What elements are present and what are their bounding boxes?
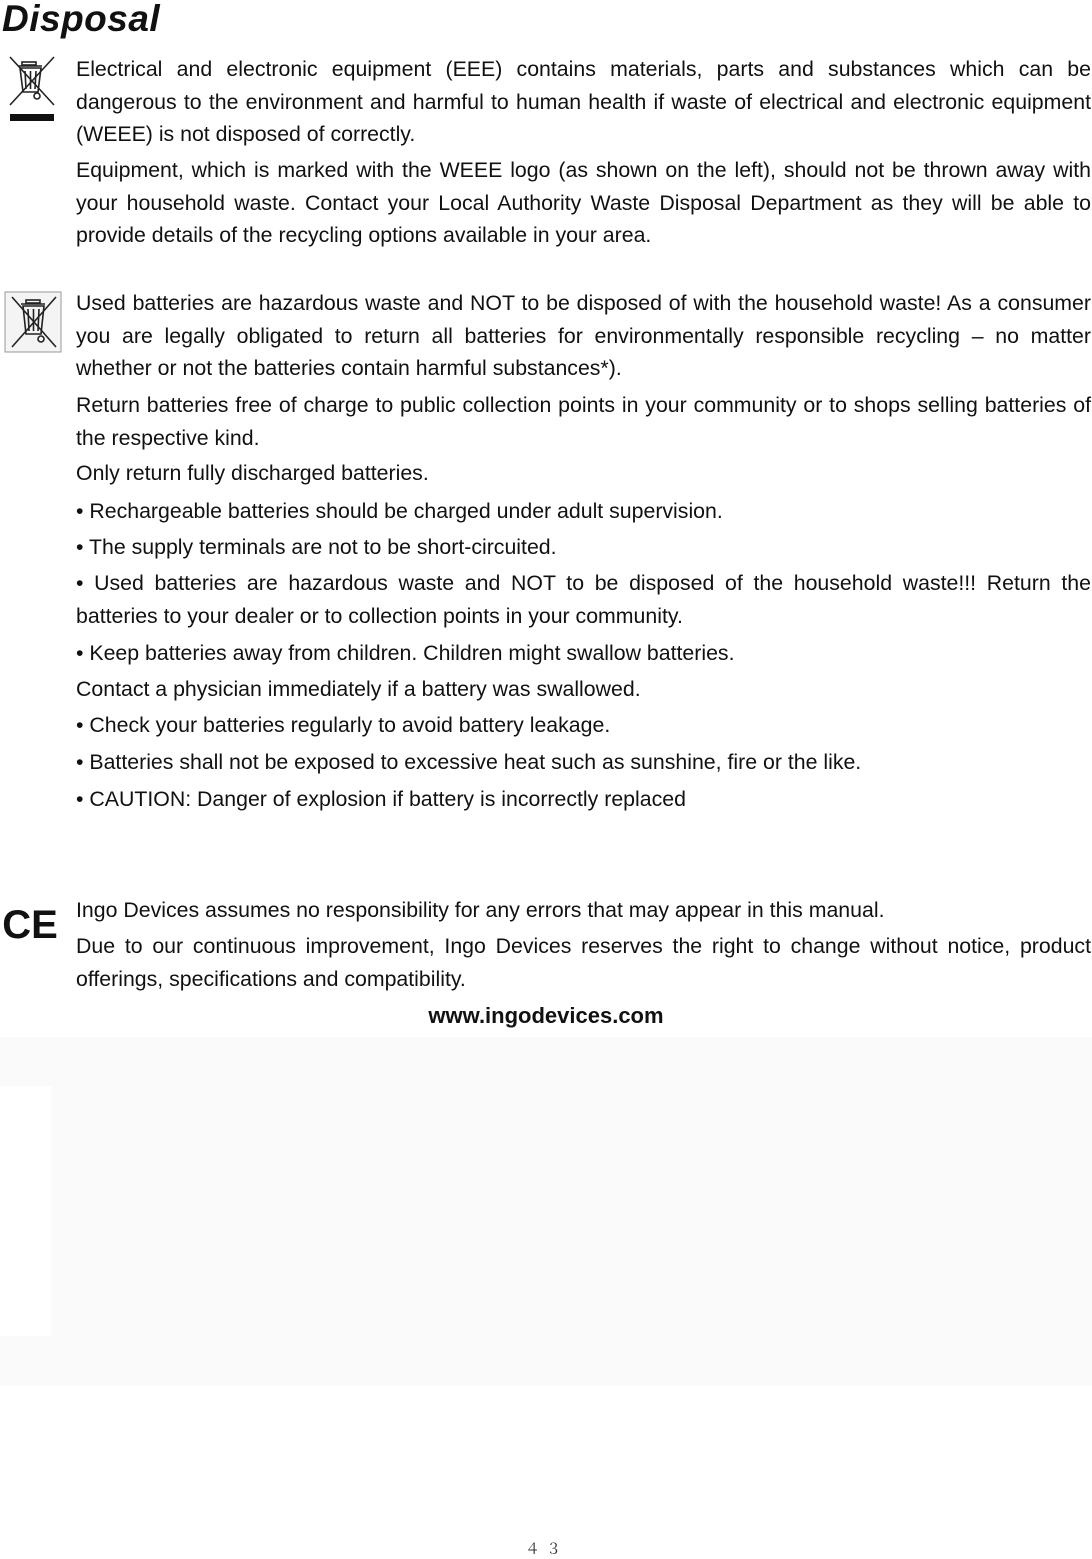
blank-image-area — [0, 1037, 1092, 1386]
weee-logo-paragraph: Equipment, which is marked with the WEEE logo (as shown on the left), should not be thrown away with your household waste. Contact your Local Authority Waste Disposal Department as they will be able to provide details of the recycling options available in your area. — [76, 158, 1091, 247]
weee-crossed-bin-icon — [8, 55, 56, 125]
discharged-only-paragraph: Only return fully discharged batteries. — [76, 461, 429, 485]
blank-image-notch — [0, 1086, 51, 1336]
battery-crossed-bin-icon — [4, 291, 62, 353]
bullet-leakage: • Check your batteries regularly to avoid battery leakage. — [76, 713, 611, 737]
ce-mark-icon — [2, 900, 58, 947]
batteries-hazard-paragraph: Used batteries are hazardous waste and NOT to be disposed of with the household waste! As a consumer you are legally obligated to return all batteries for environmentally responsible recycling – no matter whether or not the batteries contain harmful substances*). — [76, 291, 1091, 380]
svg-text:CE: CE — [2, 903, 58, 947]
improvement-paragraph: Due to our continuous improvement, Ingo Devices reserves the right to change without notice, product offerings, specifications and compatibility. — [76, 934, 1091, 991]
bullet-rechargeable: • Rechargeable batteries should be charged under adult supervision. — [76, 499, 723, 523]
responsibility-paragraph: Ingo Devices assumes no responsibility for any errors that may appear in this manual. — [76, 898, 885, 922]
eee-intro-paragraph: Electrical and electronic equipment (EEE) contains materials, parts and substances which can be dangerous to the environment and harmful to human health if waste of electrical and electronic equipment (WEEE) is not disposed of correctly. — [76, 57, 1091, 146]
bullet-caution: • CAUTION: Danger of explosion if battery is incorrectly replaced — [76, 787, 686, 811]
bullet-used-hazard: • Used batteries are hazardous waste and NOT to be disposed of the household waste!!! Return the batteries to your dealer or to collection points in your community. — [76, 571, 1091, 628]
page-number: ４３ — [524, 1540, 567, 1558]
physician-paragraph: Contact a physician immediately if a battery was swallowed. — [76, 677, 641, 701]
return-batteries-paragraph: Return batteries free of charge to public collection points in your community or to shops selling batteries of the respective kind. — [76, 393, 1091, 450]
bullet-children: • Keep batteries away from children. Children might swallow batteries. — [76, 641, 735, 665]
page-title: Disposal — [2, 0, 161, 39]
website-link[interactable]: www.ingodevices.com — [428, 1003, 664, 1028]
bullet-terminals: • The supply terminals are not to be short-circuited. — [76, 535, 557, 559]
bullet-heat: • Batteries shall not be exposed to excessive heat such as sunshine, fire or the like. — [76, 750, 862, 774]
